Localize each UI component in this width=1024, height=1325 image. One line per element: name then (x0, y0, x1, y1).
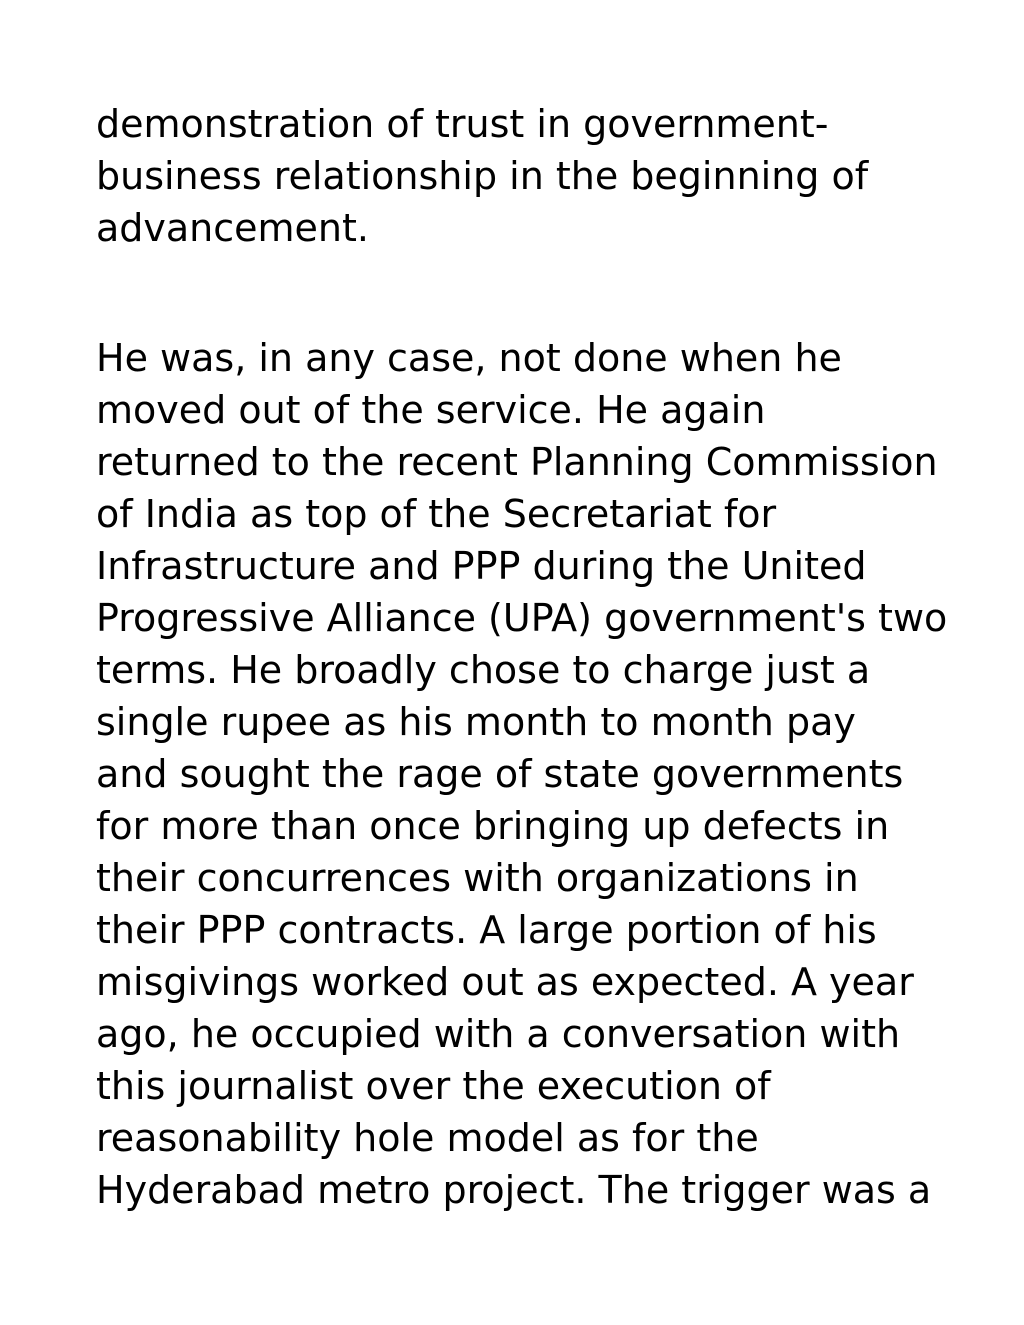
text-line: terms. He broadly chose to charge just a (96, 648, 871, 692)
text-line: Progressive Alliance (UPA) government's two (96, 596, 948, 640)
text-line: reasonability hole model as for the (96, 1116, 759, 1160)
text-line: business relationship in the beginning of (96, 154, 869, 198)
paragraph-spacer (96, 254, 976, 332)
text-line: returned to the recent Planning Commission (96, 440, 938, 484)
text-line: misgivings worked out as expected. A year (96, 960, 914, 1004)
text-line: and sought the rage of state governments (96, 752, 904, 796)
text-line: demonstration of trust in government- (96, 102, 829, 146)
text-line: for more than once bringing up defects in (96, 804, 890, 848)
text-line: Hyderabad metro project. The trigger was a (96, 1168, 932, 1212)
document-page (96, 98, 976, 1216)
text-line: He was, in any case, not done when he (96, 336, 842, 380)
text-line: Infrastructure and PPP during the United (96, 544, 867, 588)
paragraph-1 (96, 98, 976, 254)
text-line: single rupee as his month to month pay (96, 700, 856, 744)
text-line: moved out of the service. He again (96, 388, 766, 432)
text-line: their concurrences with organizations in (96, 856, 859, 900)
text-line: of India as top of the Secretariat for (96, 492, 777, 536)
text-line: this journalist over the execution of (96, 1064, 771, 1108)
text-line: ago, he occupied with a conversation with (96, 1012, 901, 1056)
text-line: advancement. (96, 206, 369, 250)
paragraph-2 (96, 332, 976, 1216)
text-line: their PPP contracts. A large portion of his (96, 908, 877, 952)
